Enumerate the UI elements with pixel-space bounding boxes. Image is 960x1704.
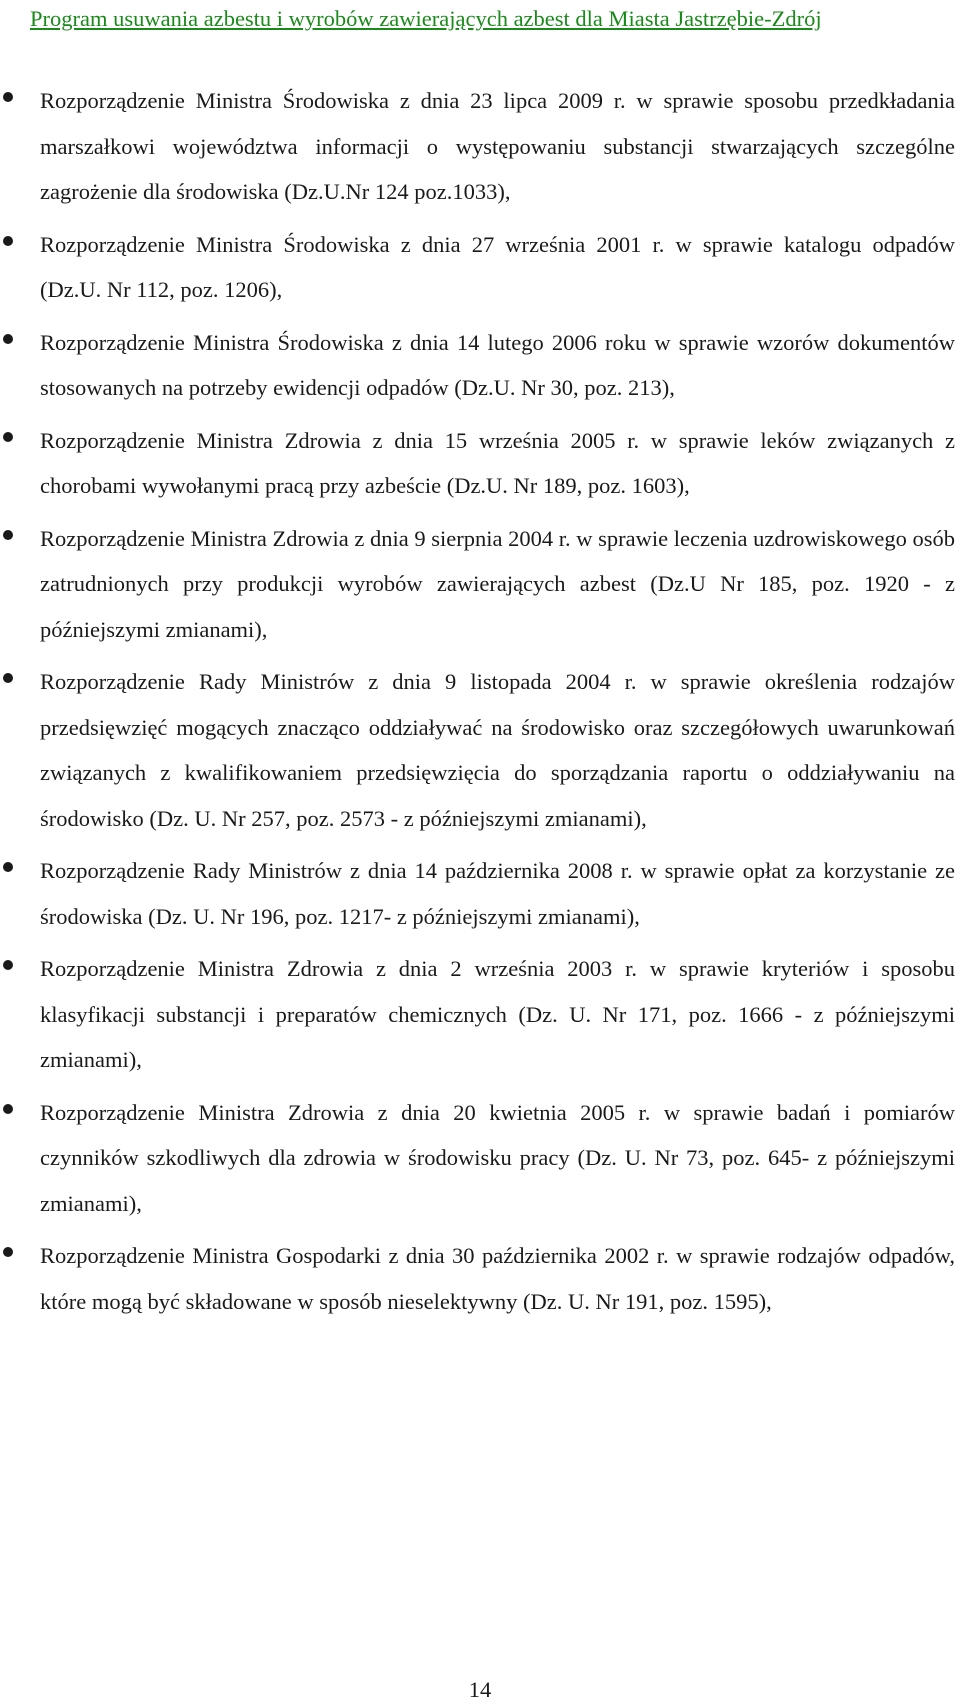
bullet-icon	[3, 862, 13, 872]
list-item	[0, 222, 960, 313]
list-item	[0, 1233, 960, 1324]
list-item	[0, 516, 960, 653]
bullet-icon	[3, 432, 13, 442]
list-item-text: Rozporządzenie Ministra Środowiska z dnia 14 lutego 2006 roku w sprawie wzorów dokumentów stosowanych na potrzeby ewidencji odpadów (Dz.U. Nr 30, poz. 213),	[40, 329, 955, 400]
list-item	[0, 1090, 960, 1227]
regulations-list	[0, 78, 960, 1331]
list-item-text: Rozporządzenie Rady Ministrów z dnia 14 października 2008 r. w sprawie opłat za korzystanie ze środowiska (Dz. U. Nr 196, poz. 1217- z późniejszymi zmianami),	[40, 858, 955, 929]
bullet-icon	[3, 92, 13, 102]
list-item-text: Rozporządzenie Ministra Zdrowia z dnia 2 września 2003 r. w sprawie kryteriów i sposobu klasyfikacji substancji i preparatów chemicznych (Dz. U. Nr 171, poz. 1666 - z późniejszymi zmianami),	[40, 956, 955, 1072]
bullet-icon	[3, 673, 13, 683]
bullet-icon	[3, 236, 13, 246]
bullet-icon	[3, 960, 13, 970]
bullet-icon	[3, 1104, 13, 1114]
list-item-text: Rozporządzenie Ministra Środowiska z dnia 27 września 2001 r. w sprawie katalogu odpadów (Dz.U. Nr 112, poz. 1206),	[40, 231, 955, 302]
list-item	[0, 848, 960, 939]
page-number: 14	[468, 1677, 492, 1702]
list-item-text: Rozporządzenie Ministra Gospodarki z dnia 30 października 2002 r. w sprawie rodzajów odpadów, które mogą być składowane w sposób nieselektywny (Dz. U. Nr 191, poz. 1595),	[40, 1243, 955, 1314]
list-item	[0, 946, 960, 1083]
list-item	[0, 320, 960, 411]
list-item	[0, 78, 960, 215]
list-item-text: Rozporządzenie Rady Ministrów z dnia 9 listopada 2004 r. w sprawie określenia rodzajów przedsięwzięć mogących znacząco oddziaływać na środowisko oraz szczegółowych uwarunkowań związanych z kwalifikowaniem przedsięwzięcia do sporządzania raportu o oddziaływaniu na środowisko (Dz. U. Nr 257, poz. 2573 - z późniejszymi zmianami),	[40, 669, 955, 831]
list-item-text: Rozporządzenie Ministra Zdrowia z dnia 9 sierpnia 2004 r. w sprawie leczenia uzdrowiskowego osób zatrudnionych przy produkcji wyrobów zawierających azbest (Dz.U Nr 185, poz. 1920 - z późniejszymi zmianami),	[40, 525, 955, 642]
list-item-text: Rozporządzenie Ministra Zdrowia z dnia 15 września 2005 r. w sprawie leków związanych z chorobami wywołanymi pracą przy azbeście (Dz.U. Nr 189, poz. 1603),	[40, 427, 955, 498]
list-item	[0, 659, 960, 841]
list-item-text: Rozporządzenie Ministra Zdrowia z dnia 20 kwietnia 2005 r. w sprawie badań i pomiarów czynników szkodliwych dla zdrowia w środowisku pracy (Dz. U. Nr 73, poz. 645- z późniejszymi zmianami),	[40, 1099, 955, 1216]
bullet-icon	[3, 334, 13, 344]
bullet-icon	[3, 530, 13, 540]
bullet-icon	[3, 1247, 13, 1257]
running-header: Program usuwania azbestu i wyrobów zawierających azbest dla Miasta Jastrzębie-Zdrój	[30, 6, 822, 31]
list-item	[0, 418, 960, 509]
list-item-text: Rozporządzenie Ministra Środowiska z dnia 23 lipca 2009 r. w sprawie sposobu przedkładania marszałkowi województwa informacji o występowaniu substancji stwarzających szczególne zagrożenie dla środowiska (Dz.U.Nr 124 poz.1033),	[40, 88, 955, 204]
